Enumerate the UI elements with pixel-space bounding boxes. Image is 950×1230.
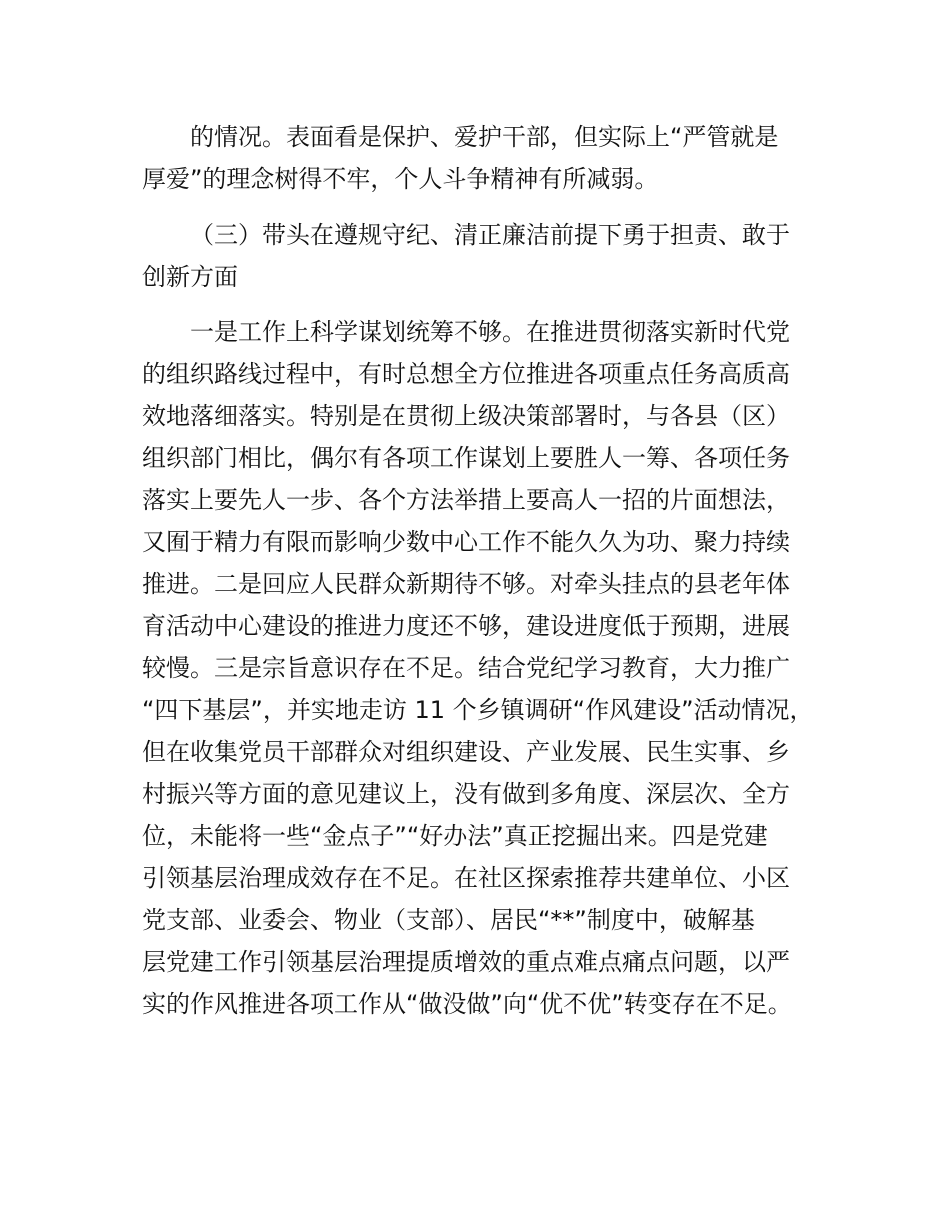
text-line: 引领基层治理成效存在不足。在社区探索推荐共建单位、小区 [142, 864, 790, 892]
text-line: 组织部门相比，偶尔有各项工作谋划上要胜人一筹、各项任务 [142, 444, 790, 472]
text-line: 效地落细落实。特别是在贯彻上级决策部署时，与各县（区） [142, 402, 790, 430]
paragraph-continuation [142, 116, 822, 200]
text-line: 又囿于精力有限而影响少数中心工作不能久久为功、聚力持续 [142, 528, 790, 556]
text-line: 的组织路线过程中，有时总想全方位推进各项重点任务高质高 [142, 360, 790, 388]
text-line: 村振兴等方面的意见建议上，没有做到多角度、深层次、全方 [142, 780, 790, 808]
text-line: 推进。二是回应人民群众新期待不够。对牵头挂点的县老年体 [142, 570, 790, 598]
text-line: 但在收集党员干部群众对组织建设、产业发展、民生实事、乡 [142, 738, 790, 766]
text-line: 落实上要先人一步、各个方法举措上要高人一招的片面想法， [142, 486, 790, 514]
text-line: 层党建工作引领基层治理提质增效的重点难点痛点问题，以严 [142, 948, 790, 976]
heading-line: 创新方面 [142, 263, 238, 291]
text-line: 育活动中心建设的推进力度还不够，建设进度低于预期，进展 [142, 612, 790, 640]
heading-line: （三）带头在遵规守纪、清正廉洁前提下勇于担责、敢于 [190, 221, 790, 249]
text-line: 厚爱”的理念树得不牢，个人斗争精神有所减弱。 [142, 165, 659, 193]
text-line: 实的作风推进各项工作从“做没做”向“优不优”转变存在不足。 [142, 990, 792, 1018]
body-paragraph [142, 311, 822, 1025]
text-line: 一是工作上科学谋划统筹不够。在推进贯彻落实新时代党 [190, 318, 790, 346]
text-line: 的情况。表面看是保护、爱护干部，但实际上“严管就是 [190, 123, 779, 151]
text-line: 位，未能将一些“金点子”“好办法”真正挖掘出来。四是党建 [142, 822, 768, 850]
section-heading [142, 214, 822, 298]
text-line: 党支部、业委会、物业（支部）、居民“**”制度中，破解基 [142, 906, 755, 934]
text-line: “四下基层”，并实地走访 11 个乡镇调研“作风建设”活动情况， [142, 696, 814, 724]
text-line: 较慢。三是宗旨意识存在不足。结合党纪学习教育，大力推广 [142, 654, 790, 682]
